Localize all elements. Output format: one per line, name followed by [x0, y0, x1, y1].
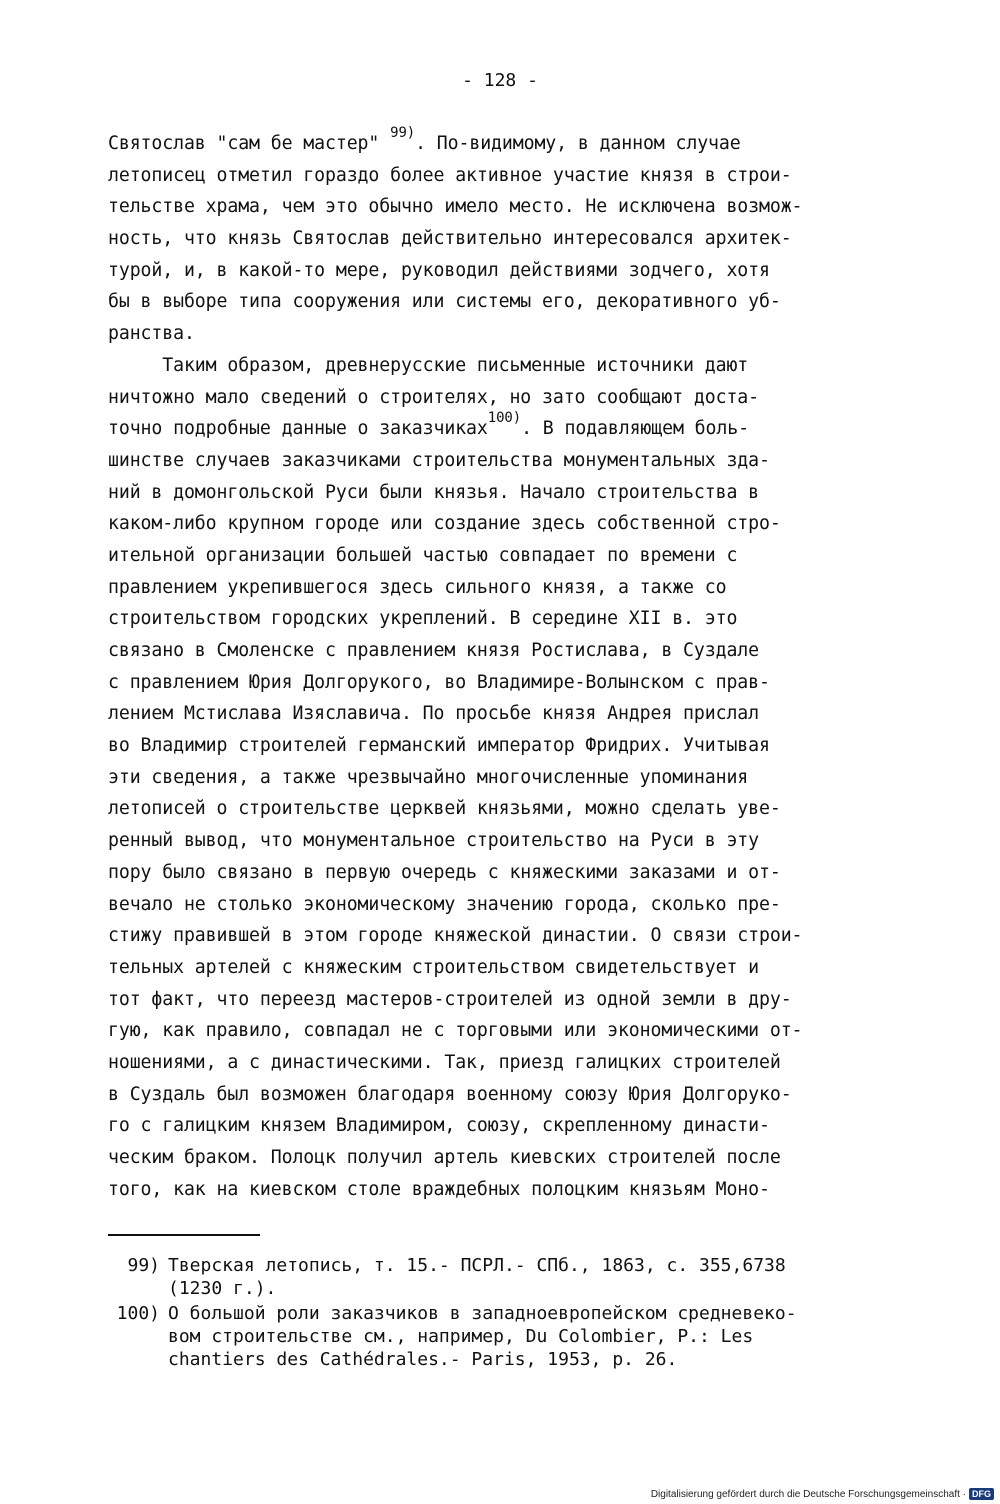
text-line: каком-либо крупном городе или создание здесь собственной стро-	[108, 513, 781, 535]
text-fragment: точно подробные данные о заказчиках	[108, 418, 488, 440]
text-line: эти сведения, а также чрезвычайно многочисленные упоминания	[108, 766, 749, 788]
footnote-text	[168, 1254, 928, 1300]
text-line: бы в выборе типа сооружения или системы его, декоративного уб-	[108, 291, 781, 313]
text-line: летописец отметил гораздо более активное участие князя в строи-	[108, 164, 792, 186]
footnote-100	[108, 1302, 928, 1371]
text-line: вечало не столько экономическому значению города, сколько пре-	[108, 893, 781, 915]
text-line: связано в Смоленске с правлением князя Ростислава, в Суздале	[108, 640, 759, 661]
text-line: того, как на киевском столе враждебных полоцким князьям Моно-	[108, 1178, 770, 1200]
text-line: ношениями, а с династическими. Так, приезд галицких строителей	[108, 1051, 781, 1073]
text-line: го с галицким князем Владимиром, союзу, скрепленному династи-	[108, 1115, 770, 1137]
text-line: шинстве случаев заказчиками строительства монументальных зда-	[108, 449, 770, 471]
footnote-99	[108, 1254, 928, 1300]
text-line: летописей о строительстве церквей князьями, можно сделать уве-	[108, 798, 781, 820]
text-line: в Суздаль был возможен благодаря военному союзу Юрия Долгоруко-	[108, 1083, 792, 1105]
footnote-ref-99[interactable]: 99)	[390, 125, 416, 141]
text-line: правлением укрепившегося здесь сильного князя, а также со	[108, 576, 727, 598]
footnote-line: О большой роли заказчиков в западноевропейском средневеко-	[168, 1303, 797, 1324]
text-line-10	[108, 410, 928, 445]
footnote-number: 99)	[127, 1255, 160, 1276]
text-line: лением Мстислава Изяславича. По просьбе князя Андрея прислал	[108, 703, 759, 725]
text-line: тельстве храма, чем это обычно имело место. Не исключена возмож-	[108, 196, 803, 218]
text-fragment: . В подавляющем боль-	[521, 418, 749, 440]
text-fragment: . По-видимому, в данном случае	[415, 133, 741, 154]
text-line: ранства.	[108, 323, 195, 345]
text-line: пору было связано в первую очередь с княжескими заказами и от-	[108, 861, 781, 883]
text-line: тот факт, что переезд мастеров-строителей из одной земли в дру-	[108, 988, 792, 1010]
text-line: ний в домонгольской Руси были князья. Начало строительства в	[108, 481, 759, 503]
credit-text: Digitalisierung gefördert durch die Deutsche Forschungsgemeinschaft ·	[650, 1488, 966, 1500]
footnote-divider	[108, 1234, 260, 1236]
text-line: турой, и, в какой-то мере, руководил действиями зодчего, хотя	[108, 259, 770, 281]
text-fragment: Святослав "сам бе мастер"	[108, 133, 391, 154]
text-line: ничтожно мало сведений о строителях, но зато сообщают доста-	[108, 386, 759, 408]
text-line: с правлением Юрия Долгорукого, во Владимире-Волынском с прав-	[108, 671, 770, 693]
text-line: ренный вывод, что монументальное строительство на Руси в эту	[108, 830, 759, 852]
text-line: стижу правившей в этом городе княжеской династии. О связи строи-	[108, 925, 803, 947]
text-line-1	[108, 125, 928, 160]
footnote-ref-100[interactable]: 100)	[487, 410, 522, 427]
digitization-credit	[651, 1488, 994, 1500]
text-line: во Владимир строителей германский император Фридрих. Учитывая	[108, 735, 770, 757]
text-line: Таким образом, древнерусские письменные источники дают	[108, 354, 749, 376]
text-line: строительством городских укреплений. В середине XII в. это	[108, 608, 738, 630]
body-text	[108, 125, 928, 1205]
text-line: ность, что князь Святослав действительно интересовался архитек-	[108, 228, 792, 250]
footnote-number: 100)	[116, 1303, 160, 1324]
footnotes	[108, 1254, 928, 1373]
footnote-line: вом строительстве см., например, Du Colombier, P.: Les	[168, 1326, 754, 1347]
footnote-line: (1230 г.).	[168, 1278, 277, 1299]
page-number: - 128 -	[462, 70, 538, 91]
footnote-line: chantiers des Cathédrales.- Paris, 1953, p. 26.	[168, 1349, 678, 1370]
text-line: ческим браком. Полоцк получил артель киевских строителей после	[108, 1147, 781, 1168]
text-line: ительной организации большей частью совпадает по времени с	[108, 544, 738, 566]
footnote-line: Тверская летопись, т. 15.- ПСРЛ.- СПб., 1863, с. 355,6738	[168, 1255, 786, 1276]
text-line: тельных артелей с княжеским строительством свидетельствует и	[108, 956, 759, 978]
text-line: гую, как правило, совпадал не с торговыми или экономическими от-	[108, 1020, 803, 1042]
dfg-logo-icon: DFG	[969, 1488, 994, 1500]
footnote-text	[168, 1302, 928, 1371]
